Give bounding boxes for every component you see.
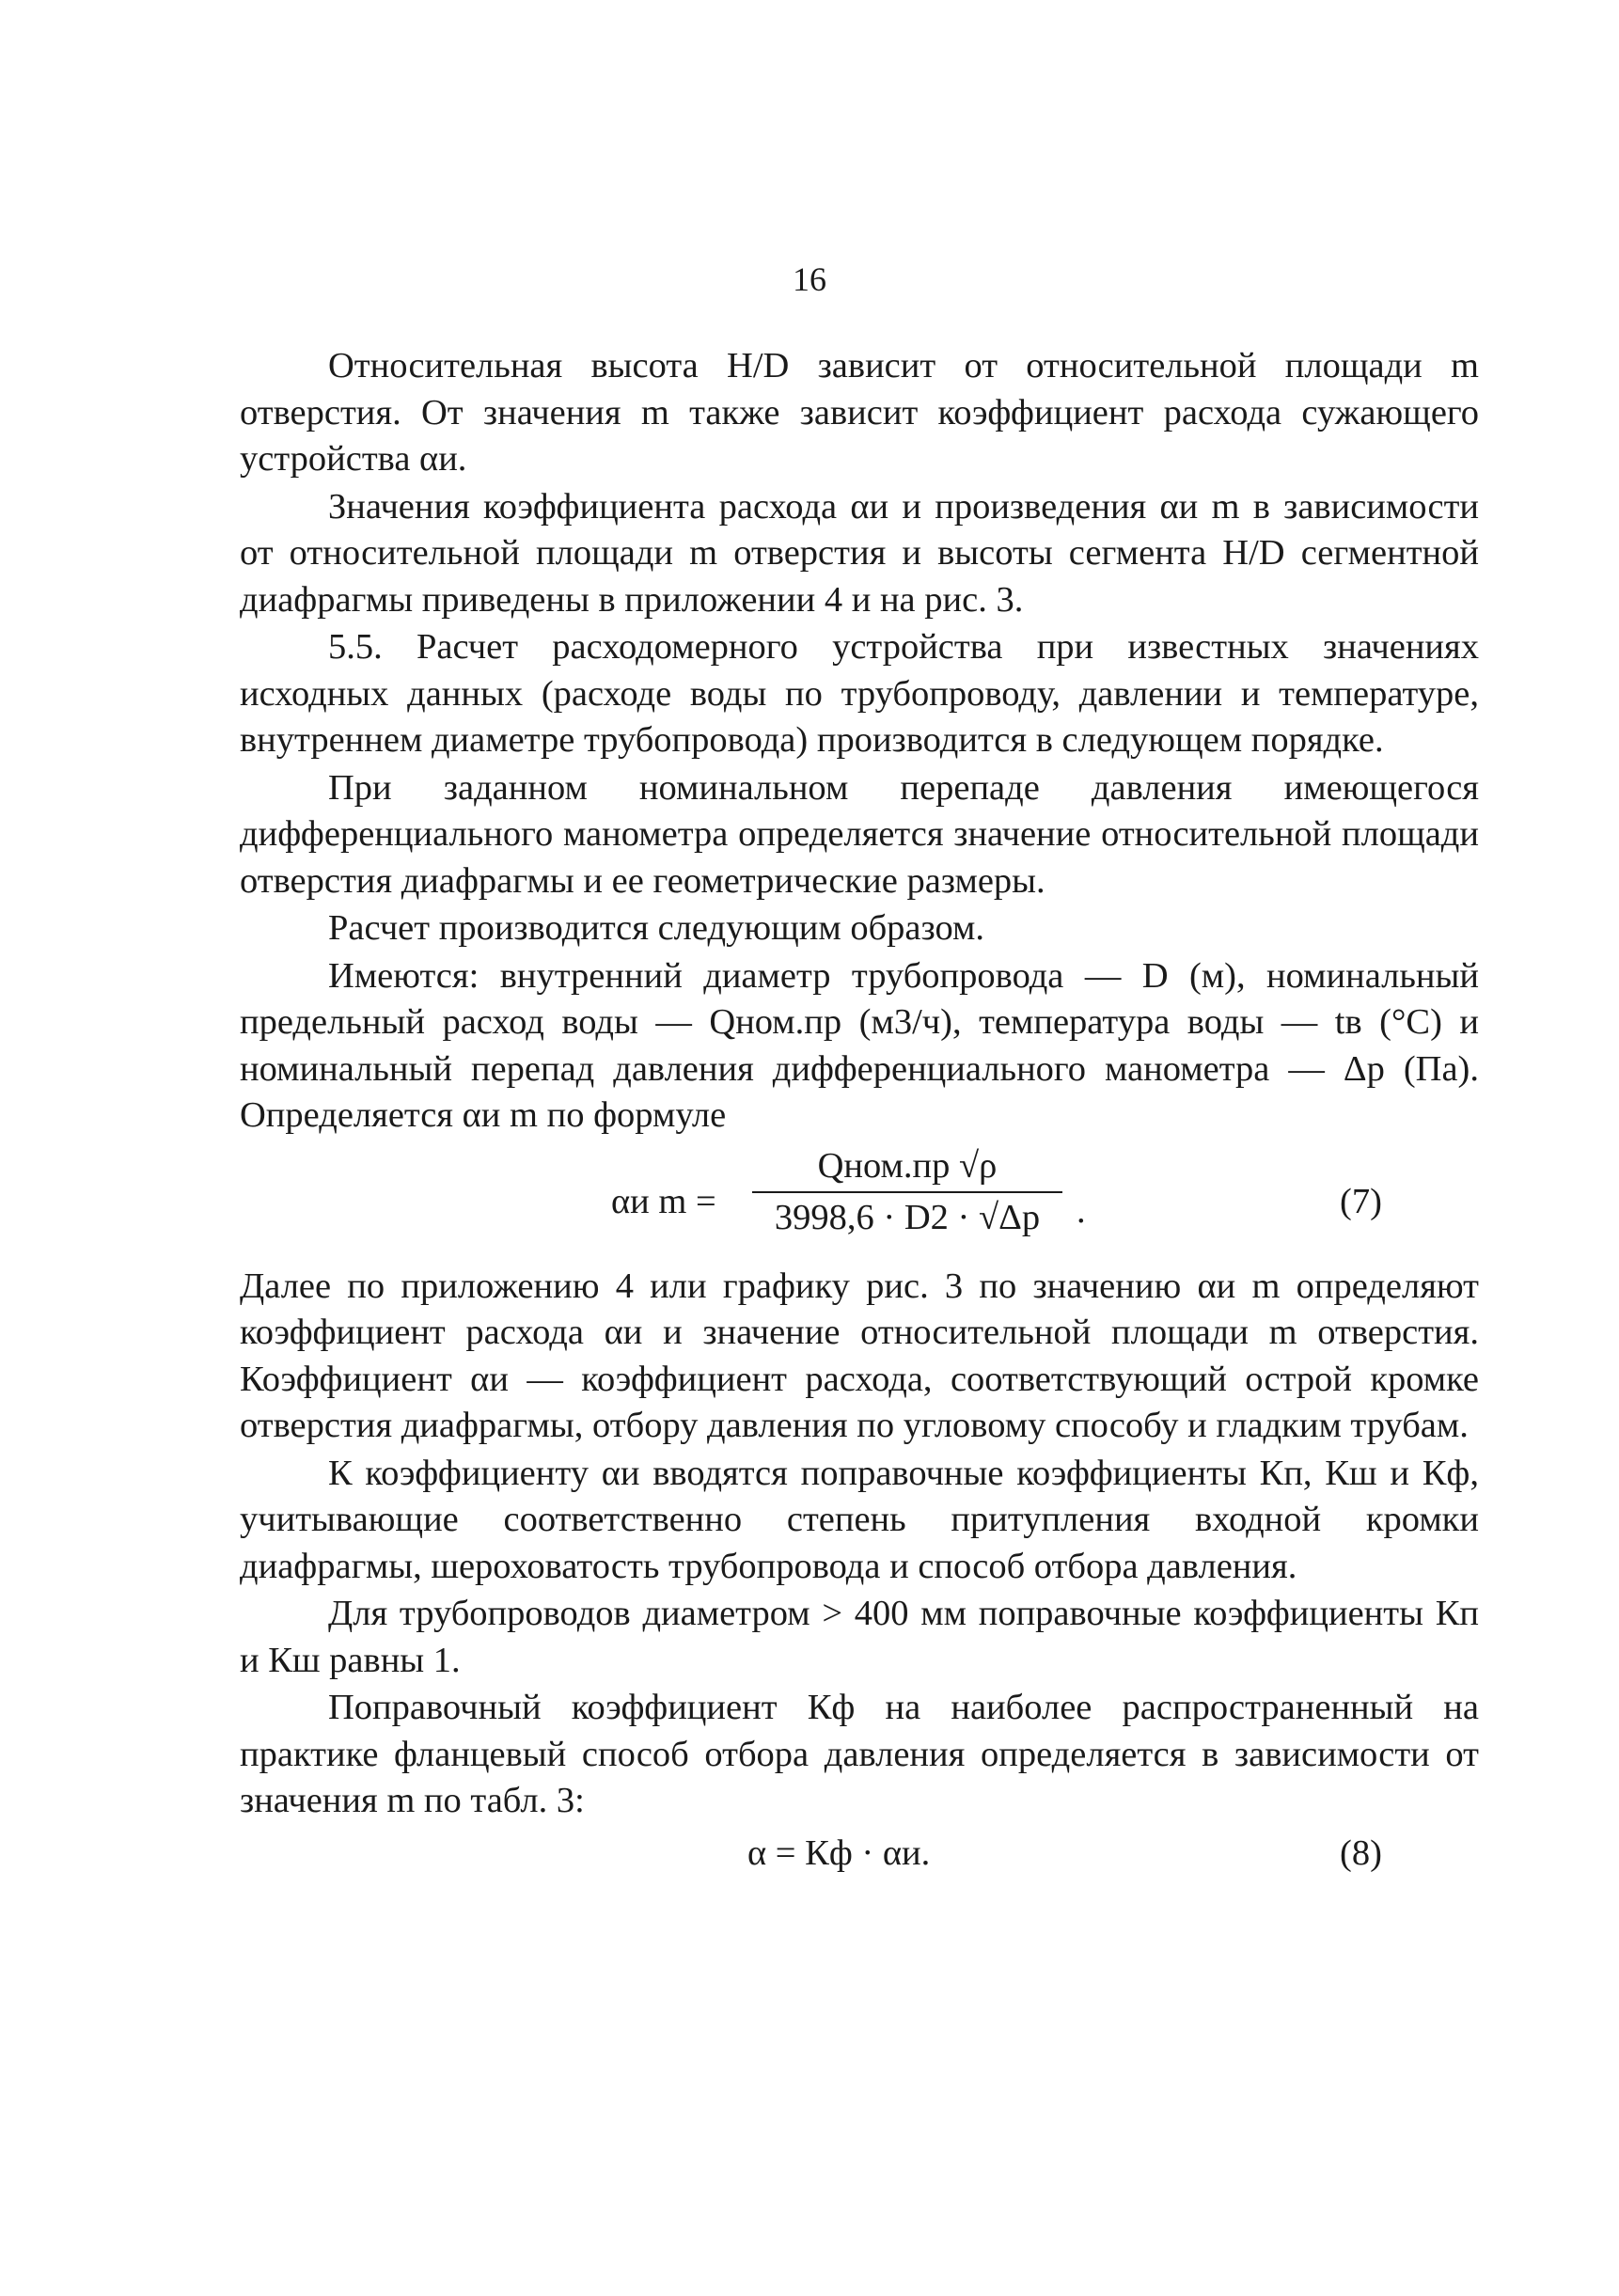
paragraph-7: Далее по приложению 4 или графику рис. 3 по значению αи m определяют коэффициент расхода αи и значение относительной площади m отверстия. Коэффициент αи — коэффициент расхода, соответствующий острой кромке отверстия диафрагмы, отбору давления по угловому способу и гладким трубам. — [240, 1266, 1479, 1445]
formula-7-numerator: Qном.пр √ρ — [752, 1143, 1062, 1194]
formula-8-expression: α = Кф · αи. — [747, 1832, 931, 1873]
formula-8-number: (8) — [1340, 1832, 1382, 1873]
paragraph-3: 5.5. Расчет расходомерного устройства при известных значениях исходных данных (расходе воды по трубопроводу, давлении и температуре, внутреннем диаметре трубопровода) производится в следующем порядке. — [240, 627, 1479, 760]
formula-7-fraction — [752, 1143, 1062, 1242]
formula-7 — [240, 1143, 1479, 1254]
document-body — [240, 343, 1479, 1881]
page-number: 16 — [793, 260, 826, 298]
paragraph-5: Расчет производится следующим образом. — [328, 908, 984, 948]
formula-7-number: (7) — [1340, 1181, 1382, 1221]
paragraph-4: При заданном номинальном перепаде давления имеющегося дифференциального манометра определяется значение относительной площади отверстия диафрагмы и ее геометрические размеры. — [240, 767, 1479, 901]
paragraph-10: Поправочный коэффициент Кф на наиболее распространенный на практике фланцевый способ отбора давления определяется в зависимости от значения m по табл. 3: — [240, 1688, 1479, 1820]
formula-7-denominator: 3998,6 · D2 · √Δp — [774, 1198, 1041, 1237]
paragraph-6: Имеются: внутренний диаметр трубопровода — D (м), номинальный предельный расход воды — Qном.пр (м3/ч), температура воды — tв (°С) и номинальный перепад давления дифференциального манометра — Δp (Па). Определяется αи m по формуле — [240, 955, 1479, 1135]
formula-7-lhs: αи m = — [611, 1181, 716, 1221]
paragraph-2: Значения коэффициента расхода αи и произведения αи m в зависимости от относительной площади m отверстия и высоты сегмента H/D сегментной диафрагмы приведены в приложении 4 и на рис. 3. — [240, 486, 1479, 620]
paragraph-1: Относительная высота H/D зависит от относительной площади m отверстия. От значения m также зависит коэффициент расхода сужающего устройства αи. — [240, 346, 1479, 479]
paragraph-9: Для трубопроводов диаметром > 400 мм поправочные коэффициенты Кп и Кш равны 1. — [240, 1594, 1479, 1680]
formula-7-period: . — [1077, 1190, 1086, 1231]
paragraph-8: К коэффициенту αи вводятся поправочные коэффициенты Кп, Кш и Кф, учитывающие соответственно степень притупления входной кромки диафрагмы, шероховатость трубопровода и способ отбора давления. — [240, 1453, 1479, 1586]
formula-8 — [240, 1831, 1479, 1881]
